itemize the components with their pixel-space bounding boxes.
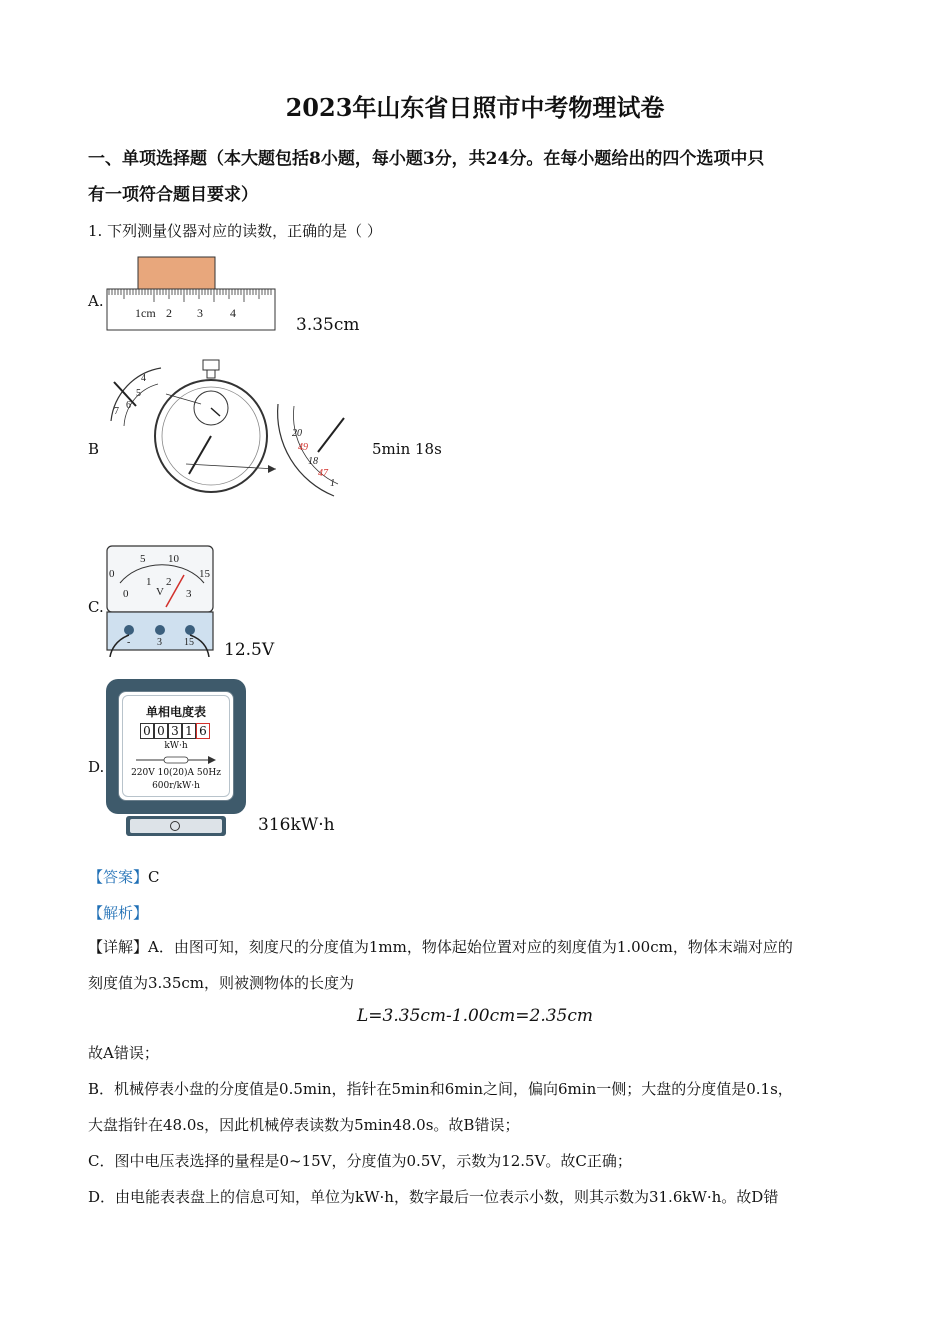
meter-title: 单相电度表: [145, 705, 206, 719]
terminal-label-minus: -: [127, 637, 131, 648]
ruler-figure: [105, 254, 290, 334]
small-dial-needle: [114, 382, 136, 406]
scale-top-5: 5: [140, 553, 146, 565]
detail-formula: L=3.35cm-1.00cm=2.35cm: [357, 1006, 593, 1026]
page-title: 2023年山东省日照市中考物理试卷: [285, 93, 665, 122]
option-d-value: 316kW·h: [258, 815, 335, 835]
small-dial-label-7: 7: [114, 406, 119, 417]
option-c-label: C.: [88, 598, 104, 616]
meter-digit: 0: [140, 723, 154, 739]
big-dial-label-1: 1: [330, 478, 335, 489]
section-heading-line2: 有一项符合题目要求）: [88, 185, 258, 205]
ruler-label-3: 3: [197, 306, 203, 320]
meter-digits: [140, 723, 210, 739]
answer-line: [88, 866, 160, 887]
big-dial-label-47: 47: [318, 468, 328, 479]
voltmeter-unit: V: [156, 586, 164, 598]
meter-unit: kW·h: [164, 741, 188, 751]
ruler-body: [107, 289, 275, 330]
section-heading-line1: 一、单项选择题（本大题包括8小题，每小题3分，共24分。在每小题给出的四个选项中只: [88, 149, 765, 169]
detail-a-conclusion: 故A错误；: [88, 1044, 159, 1062]
big-dial-needle: [318, 418, 344, 452]
measured-block: [138, 257, 215, 289]
scale-bottom-3: 3: [186, 588, 192, 600]
analysis-tag: 【解析】: [88, 904, 149, 922]
question-stem: 1. 下列测量仪器对应的读数，正确的是（ ）: [88, 222, 382, 240]
option-a-label: A.: [88, 292, 104, 310]
detail-a-line2: 刻度值为3.35cm，则被测物体的长度为: [88, 974, 355, 992]
stopwatch-figure: [106, 356, 346, 506]
option-b-value: 5min 18s: [372, 440, 442, 458]
small-dial-label-4: 4: [141, 373, 146, 384]
detail-a-line1: 【详解】A．由图可知，刻度尺的分度值为1mm，物体起始位置对应的刻度值为1.00cm，物体末端对应的: [88, 938, 793, 956]
terminal-15: [185, 625, 195, 635]
detail-c-line: C．图中电压表选择的量程是0~15V，分度值为0.5V，示数为12.5V。故C正确；: [88, 1152, 632, 1170]
meter-spec-2: 600r/kW·h: [152, 781, 200, 791]
ruler-label-2: 2: [166, 306, 172, 320]
option-c-value: 12.5V: [224, 640, 275, 660]
terminal-3: [155, 625, 165, 635]
energy-meter-figure: [106, 679, 246, 837]
meter-digit-decimal: 6: [196, 723, 210, 739]
terminal-label-15: 15: [184, 637, 194, 648]
stopwatch-crown: [203, 360, 219, 370]
terminal-minus: [124, 625, 134, 635]
option-a-value: 3.35cm: [296, 315, 360, 335]
option-d-label: D.: [88, 758, 105, 776]
ruler-label-4: 4: [230, 306, 236, 320]
voltmeter-face: [107, 546, 213, 612]
big-dial-label-20: 20: [292, 428, 302, 439]
meter-digit: 0: [154, 723, 168, 739]
voltmeter-figure: [106, 545, 216, 657]
small-dial-label-5: 5: [136, 388, 141, 399]
scale-top-15: 15: [199, 568, 210, 580]
big-dial-label-18: 18: [308, 456, 318, 467]
meter-disc-arrow: [134, 755, 218, 765]
big-dial-label-49: 49: [298, 442, 308, 453]
option-b-label: B: [88, 440, 100, 458]
answer-tag: 【答案】: [88, 868, 149, 886]
meter-spec-1: 220V 10(20)A 50Hz: [131, 768, 221, 778]
meter-digit: 1: [182, 723, 196, 739]
scale-bottom-1: 1: [146, 576, 152, 588]
ruler-label-1cm: 1cm: [135, 306, 156, 320]
detail-b-line2: 大盘指针在48.0s，因此机械停表读数为5min48.0s。故B错误；: [88, 1116, 520, 1134]
scale-top-0: 0: [109, 568, 115, 580]
answer-value: C: [148, 868, 160, 886]
scale-top-10: 10: [168, 553, 179, 565]
scale-bottom-2: 2: [166, 576, 172, 588]
scale-bottom-0: 0: [123, 588, 129, 600]
small-dial-label-6: 6: [126, 400, 131, 411]
meter-digit: 3: [168, 723, 182, 739]
detail-b-line1: B．机械停表小盘的分度值是0.5min，指针在5min和6min之间，偏向6min一侧；大盘的分度值是0.1s，: [88, 1080, 793, 1098]
detail-d-line: D．由电能表表盘上的信息可知，单位为kW·h，数字最后一位表示小数，则其示数为31.6kW·h。故D错: [88, 1188, 779, 1206]
terminal-label-3: 3: [157, 637, 162, 648]
